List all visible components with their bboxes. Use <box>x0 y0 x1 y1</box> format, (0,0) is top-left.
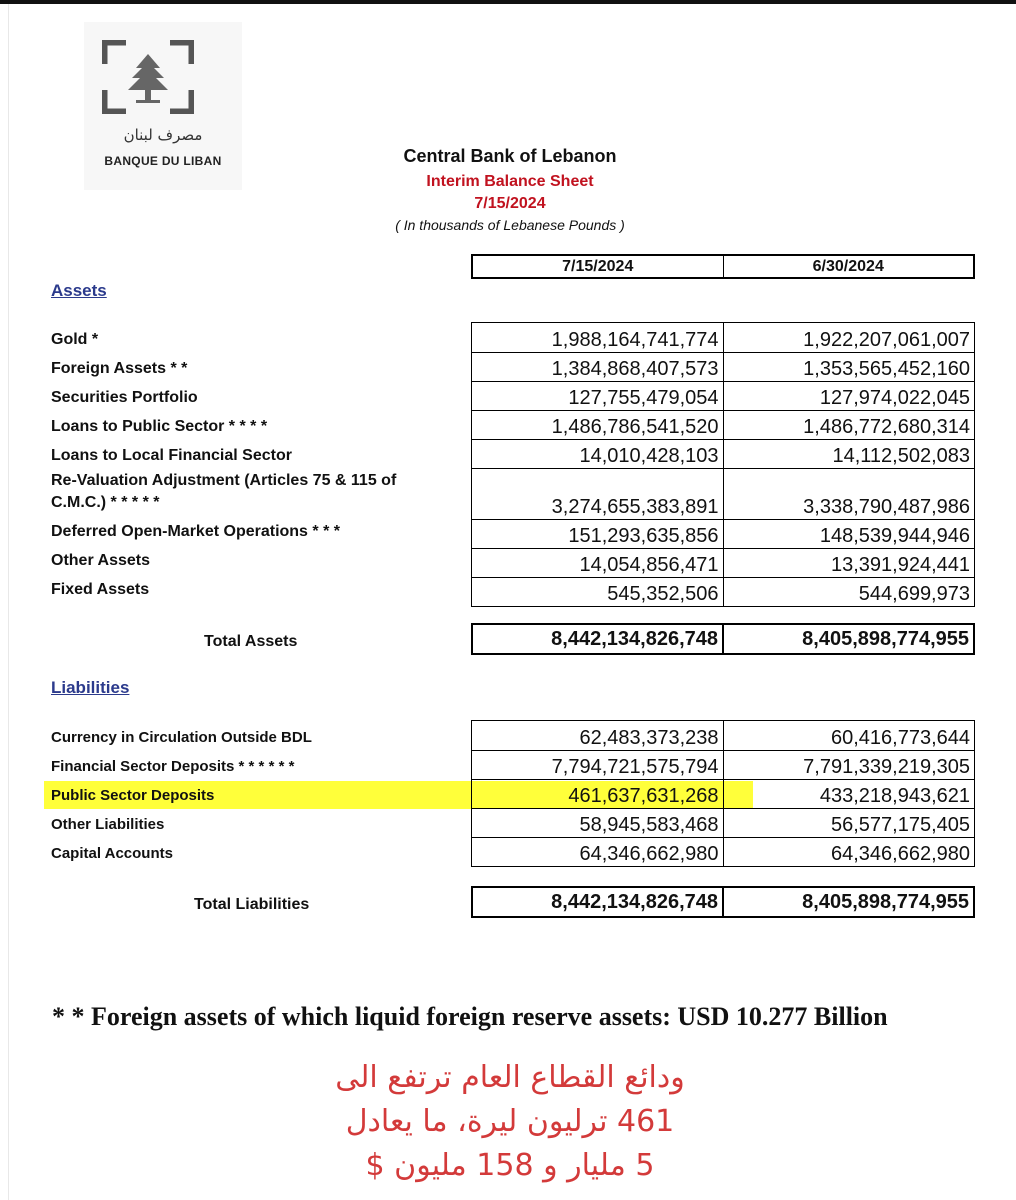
value-previous: 64,346,662,980 <box>830 843 970 865</box>
value-previous: 1,353,565,452,160 <box>803 358 970 380</box>
value-current: 1,384,868,407,573 <box>472 353 724 381</box>
table-row <box>472 549 974 578</box>
table-row <box>472 751 974 780</box>
total-assets-label: Total Assets <box>204 633 298 650</box>
asset-label: Loans to Local Financial Sector <box>51 447 292 464</box>
annotation-line-2: 461 ترليون ليرة، ما يعادل <box>345 1104 675 1139</box>
liability-label: Financial Sector Deposits * * * * * * <box>51 758 295 775</box>
value-previous: 1,486,772,680,314 <box>803 416 970 438</box>
value-current: 14,010,428,103 <box>472 440 724 468</box>
value-previous: 7,791,339,219,305 <box>803 756 970 778</box>
value-previous: 1,922,207,061,007 <box>803 329 970 351</box>
table-row <box>472 780 974 809</box>
value-current: 58,945,583,468 <box>472 809 724 837</box>
liability-label: Other Liabilities <box>51 816 165 833</box>
value-previous: 148,539,944,946 <box>819 525 970 547</box>
value-current: 151,293,635,856 <box>472 520 724 548</box>
bank-logo <box>84 22 242 190</box>
value-previous: 433,218,943,621 <box>819 785 970 807</box>
table-row <box>472 721 974 751</box>
value-current: 127,755,479,054 <box>472 382 724 410</box>
logo-arabic-name: مصرف لبنان <box>123 126 203 144</box>
table-row <box>472 440 974 469</box>
asset-label: Securities Portfolio <box>51 389 198 406</box>
value-current: 461,637,631,268 <box>472 780 724 808</box>
annotation-line-1: ودائع القطاع العام ترتفع الى <box>335 1060 685 1095</box>
table-row <box>472 323 974 353</box>
table-row <box>472 411 974 440</box>
total-liabilities-row <box>471 886 975 918</box>
total-liabilities-previous: 8,405,898,774,955 <box>802 890 969 913</box>
value-previous: 56,577,175,405 <box>830 814 970 836</box>
cedar-logo-icon <box>102 40 194 114</box>
liability-label: Capital Accounts <box>51 845 173 862</box>
annotation-line-3: 5 مليار و 158 مليون $ <box>365 1148 655 1183</box>
asset-label: Deferred Open-Market Operations * * * <box>51 523 340 540</box>
table-row <box>472 469 974 520</box>
table-row <box>472 382 974 411</box>
report-title: Central Bank of Lebanon <box>403 146 617 166</box>
reserve-footnote: * * Foreign assets of which liquid foreign reserve assets: USD 10.277 Billion <box>52 1002 888 1031</box>
table-row <box>472 809 974 838</box>
assets-heading: Assets <box>51 281 107 300</box>
assets-table <box>471 322 975 607</box>
total-assets-row <box>471 623 975 655</box>
asset-label: Other Assets <box>51 552 150 569</box>
value-current: 3,274,655,383,891 <box>472 469 724 519</box>
value-current: 14,054,856,471 <box>472 549 724 577</box>
value-current: 1,486,786,541,520 <box>472 411 724 439</box>
top-border <box>0 0 1016 4</box>
table-row <box>472 520 974 549</box>
value-current: 62,483,373,238 <box>472 721 724 750</box>
liability-label: Public Sector Deposits <box>51 787 215 804</box>
total-liabilities-current: 8,442,134,826,748 <box>473 888 724 916</box>
asset-label: Loans to Public Sector * * * * <box>51 418 268 435</box>
value-current: 545,352,506 <box>472 578 724 606</box>
value-current: 1,988,164,741,774 <box>472 323 724 352</box>
report-subtitle: Interim Balance Sheet <box>426 173 594 190</box>
liabilities-table <box>471 720 975 867</box>
column-header-row <box>471 254 975 279</box>
asset-label: Gold * <box>51 331 99 348</box>
value-previous: 544,699,973 <box>858 583 970 605</box>
table-row <box>472 353 974 382</box>
column-header-previous: 6/30/2024 <box>812 258 884 275</box>
column-header-current: 7/15/2024 <box>473 256 724 277</box>
asset-label: Fixed Assets <box>51 581 150 598</box>
value-previous: 13,391,924,441 <box>830 554 970 576</box>
value-current: 64,346,662,980 <box>472 838 724 866</box>
unit-note: ( In thousands of Lebanese Pounds ) <box>395 217 625 233</box>
report-date: 7/15/2024 <box>474 195 546 212</box>
asset-label: Re-Valuation Adjustment (Articles 75 & 115 of <box>51 472 397 489</box>
value-previous: 14,112,502,083 <box>832 445 970 467</box>
table-row <box>472 838 974 866</box>
value-previous: 127,974,022,045 <box>819 387 970 409</box>
liabilities-heading: Liabilities <box>51 678 130 697</box>
table-row <box>472 578 974 606</box>
total-assets-current: 8,442,134,826,748 <box>473 625 724 653</box>
total-liabilities-label: Total Liabilities <box>194 896 310 913</box>
total-assets-previous: 8,405,898,774,955 <box>802 627 969 650</box>
value-previous: 60,416,773,644 <box>830 727 970 749</box>
asset-label: Foreign Assets * * <box>51 360 188 377</box>
value-current: 7,794,721,575,794 <box>472 751 724 779</box>
logo-latin-name: BANQUE DU LIBAN <box>104 154 222 168</box>
liability-label: Currency in Circulation Outside BDL <box>51 729 312 746</box>
asset-label: C.M.C.) * * * * * <box>51 494 160 511</box>
sheet-gridline <box>8 4 9 1200</box>
value-previous: 3,338,790,487,986 <box>803 496 970 518</box>
